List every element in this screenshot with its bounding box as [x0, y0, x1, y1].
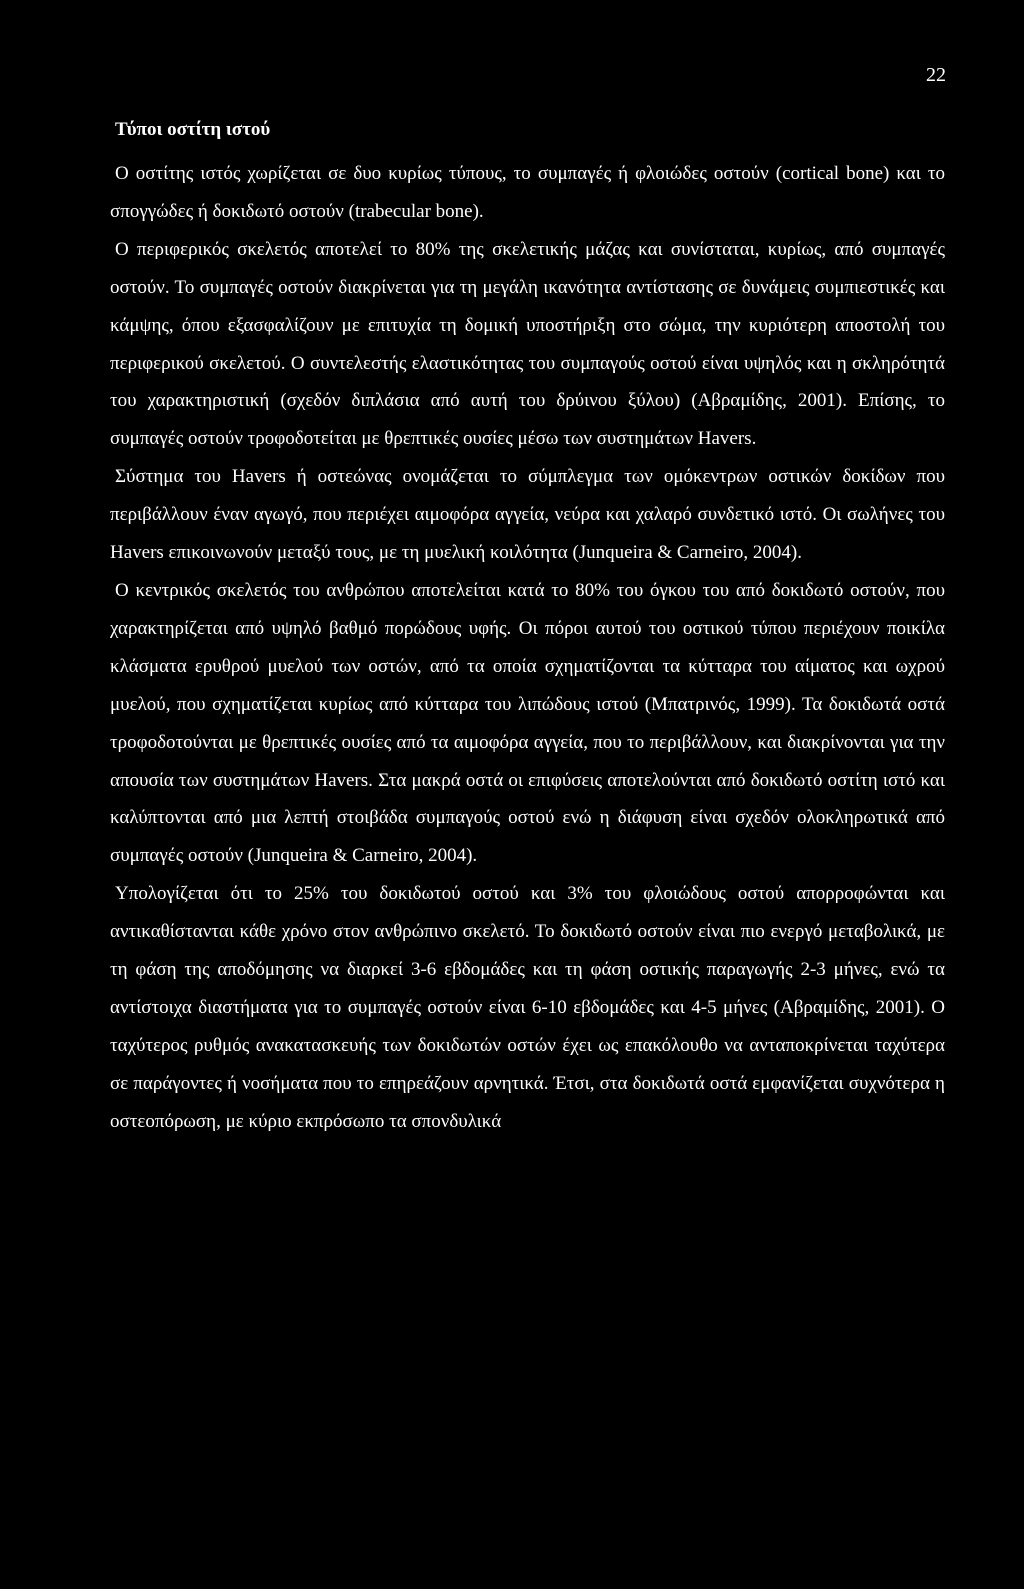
paragraph-central-skeleton: Ο κεντρικός σκελετός του ανθρώπου αποτελείται κατά το 80% του όγκου του από δοκιδωτό οστούν, που χαρακτηρίζεται από υψηλό βαθμό πορώδους υφής. Οι πόροι αυτού του οστικού τύπου περιέχουν ποικίλα κλάσματα ερυθρού μυελού των οστών, από τα οποία σχηματίζονται τα κύτταρα του αίματος και ωχρού μυελού, που σχηματίζεται κυρίως από κύτταρα του λιπώδους ιστού (Μπατρινός, 1999). Τα δοκιδωτά οστά τροφοδοτούνται με θρεπτικές ουσίες από τα αιμοφόρα αγγεία, που το περιβάλλουν, και διακρίνονται για την απουσία των συστημάτων Havers. Στα μακρά οστά οι επιφύσεις αποτελούνται από δοκιδωτό οστίτη ιστό και καλύπτονται από μια λεπτή στοιβάδα συμπαγούς οστού ενώ η διάφυση είναι σχεδόν ολοκληρωτικά από συμπαγές οστούν (Junqueira & Carneiro, 2004).: [110, 579, 945, 867]
paragraph-remodeling-rates: Υπολογίζεται ότι το 25% του δοκιδωτού οστού και 3% του φλοιώδους οστού απορροφώνται και αντικαθίστανται κάθε χρόνο στον ανθρώπινο σκελετό. Το δοκιδωτό οστούν είναι πιο ενεργό μεταβολικά, με τη φάση της αποδόμησης να διαρκεί 3-6 εβδομάδες και τη φάση οστικής παραγωγής 2-3 μήνες, ενώ τα αντίστοιχα διαστήματα για το συμπαγές οστούν είναι 6-10 εβδομάδες και 4-5 μήνες (Αβραμίδης, 2001). Ο ταχύτερος ρυθμός ανακατασκευής των δοκιδωτών οστών έχει ως επακόλουθο να ανταποκρίνεται ταχύτερα σε παράγοντες ή νοσήματα που το επηρεάζουν αρνητικά. Έτσι, στα δοκιδωτά οστά εμφανίζεται συχνότερα η οστεοπόρωση, με κύριο εκπρόσωπο τα σπονδυλικά: [110, 883, 945, 1132]
page-content: [110, 117, 945, 1141]
section-heading: Τύποι οστίτη ιστού: [115, 119, 271, 140]
paragraph-bone-types: Ο οστίτης ιστός χωρίζεται σε δυο κυρίως τύπους, το συμπαγές ή φλοιώδες οστούν (cortical bone) και το σπογγώδες ή δοκιδωτό οστούν (trabecular bone).: [110, 163, 945, 222]
paragraph-peripheral-skeleton: Ο περιφερικός σκελετός αποτελεί το 80% της σκελετικής μάζας και συνίσταται, κυρίως, από συμπαγές οστούν. Το συμπαγές οστούν διακρίνεται για τη μεγάλη ικανότητα αντίστασης σε δυνάμεις συμπιεστικές και κάμψης, όπου εξασφαλίζουν με επιτυχία τη δομική υποστήριξη στο σώμα, την κυριότερη αποστολή του περιφερικού σκελετού. Ο συντελεστής ελαστικότητας του συμπαγούς οστού είναι υψηλός και η σκληρότητά του χαρακτηριστική (σχεδόν διπλάσια από αυτή του δρύινου ξύλου) (Αβραμίδης, 2001). Επίσης, το συμπαγές οστούν τροφοδοτείται με θρεπτικές ουσίες μέσω των συστημάτων Havers.: [110, 238, 945, 450]
page-number: 22: [926, 64, 946, 86]
paragraph-havers-system: Σύστημα του Havers ή οστεώνας ονομάζεται το σύμπλεγμα των ομόκεντρων οστικών δοκίδων που περιβάλλουν έναν αγωγό, που περιέχει αιμοφόρα αγγεία, νεύρα και χαλαρό συνδετικό ιστό. Οι σωλήνες του Havers επικοινωνούν μεταξύ τους, με τη μυελική κοιλότητα (Junqueira & Carneiro, 2004).: [110, 466, 945, 564]
